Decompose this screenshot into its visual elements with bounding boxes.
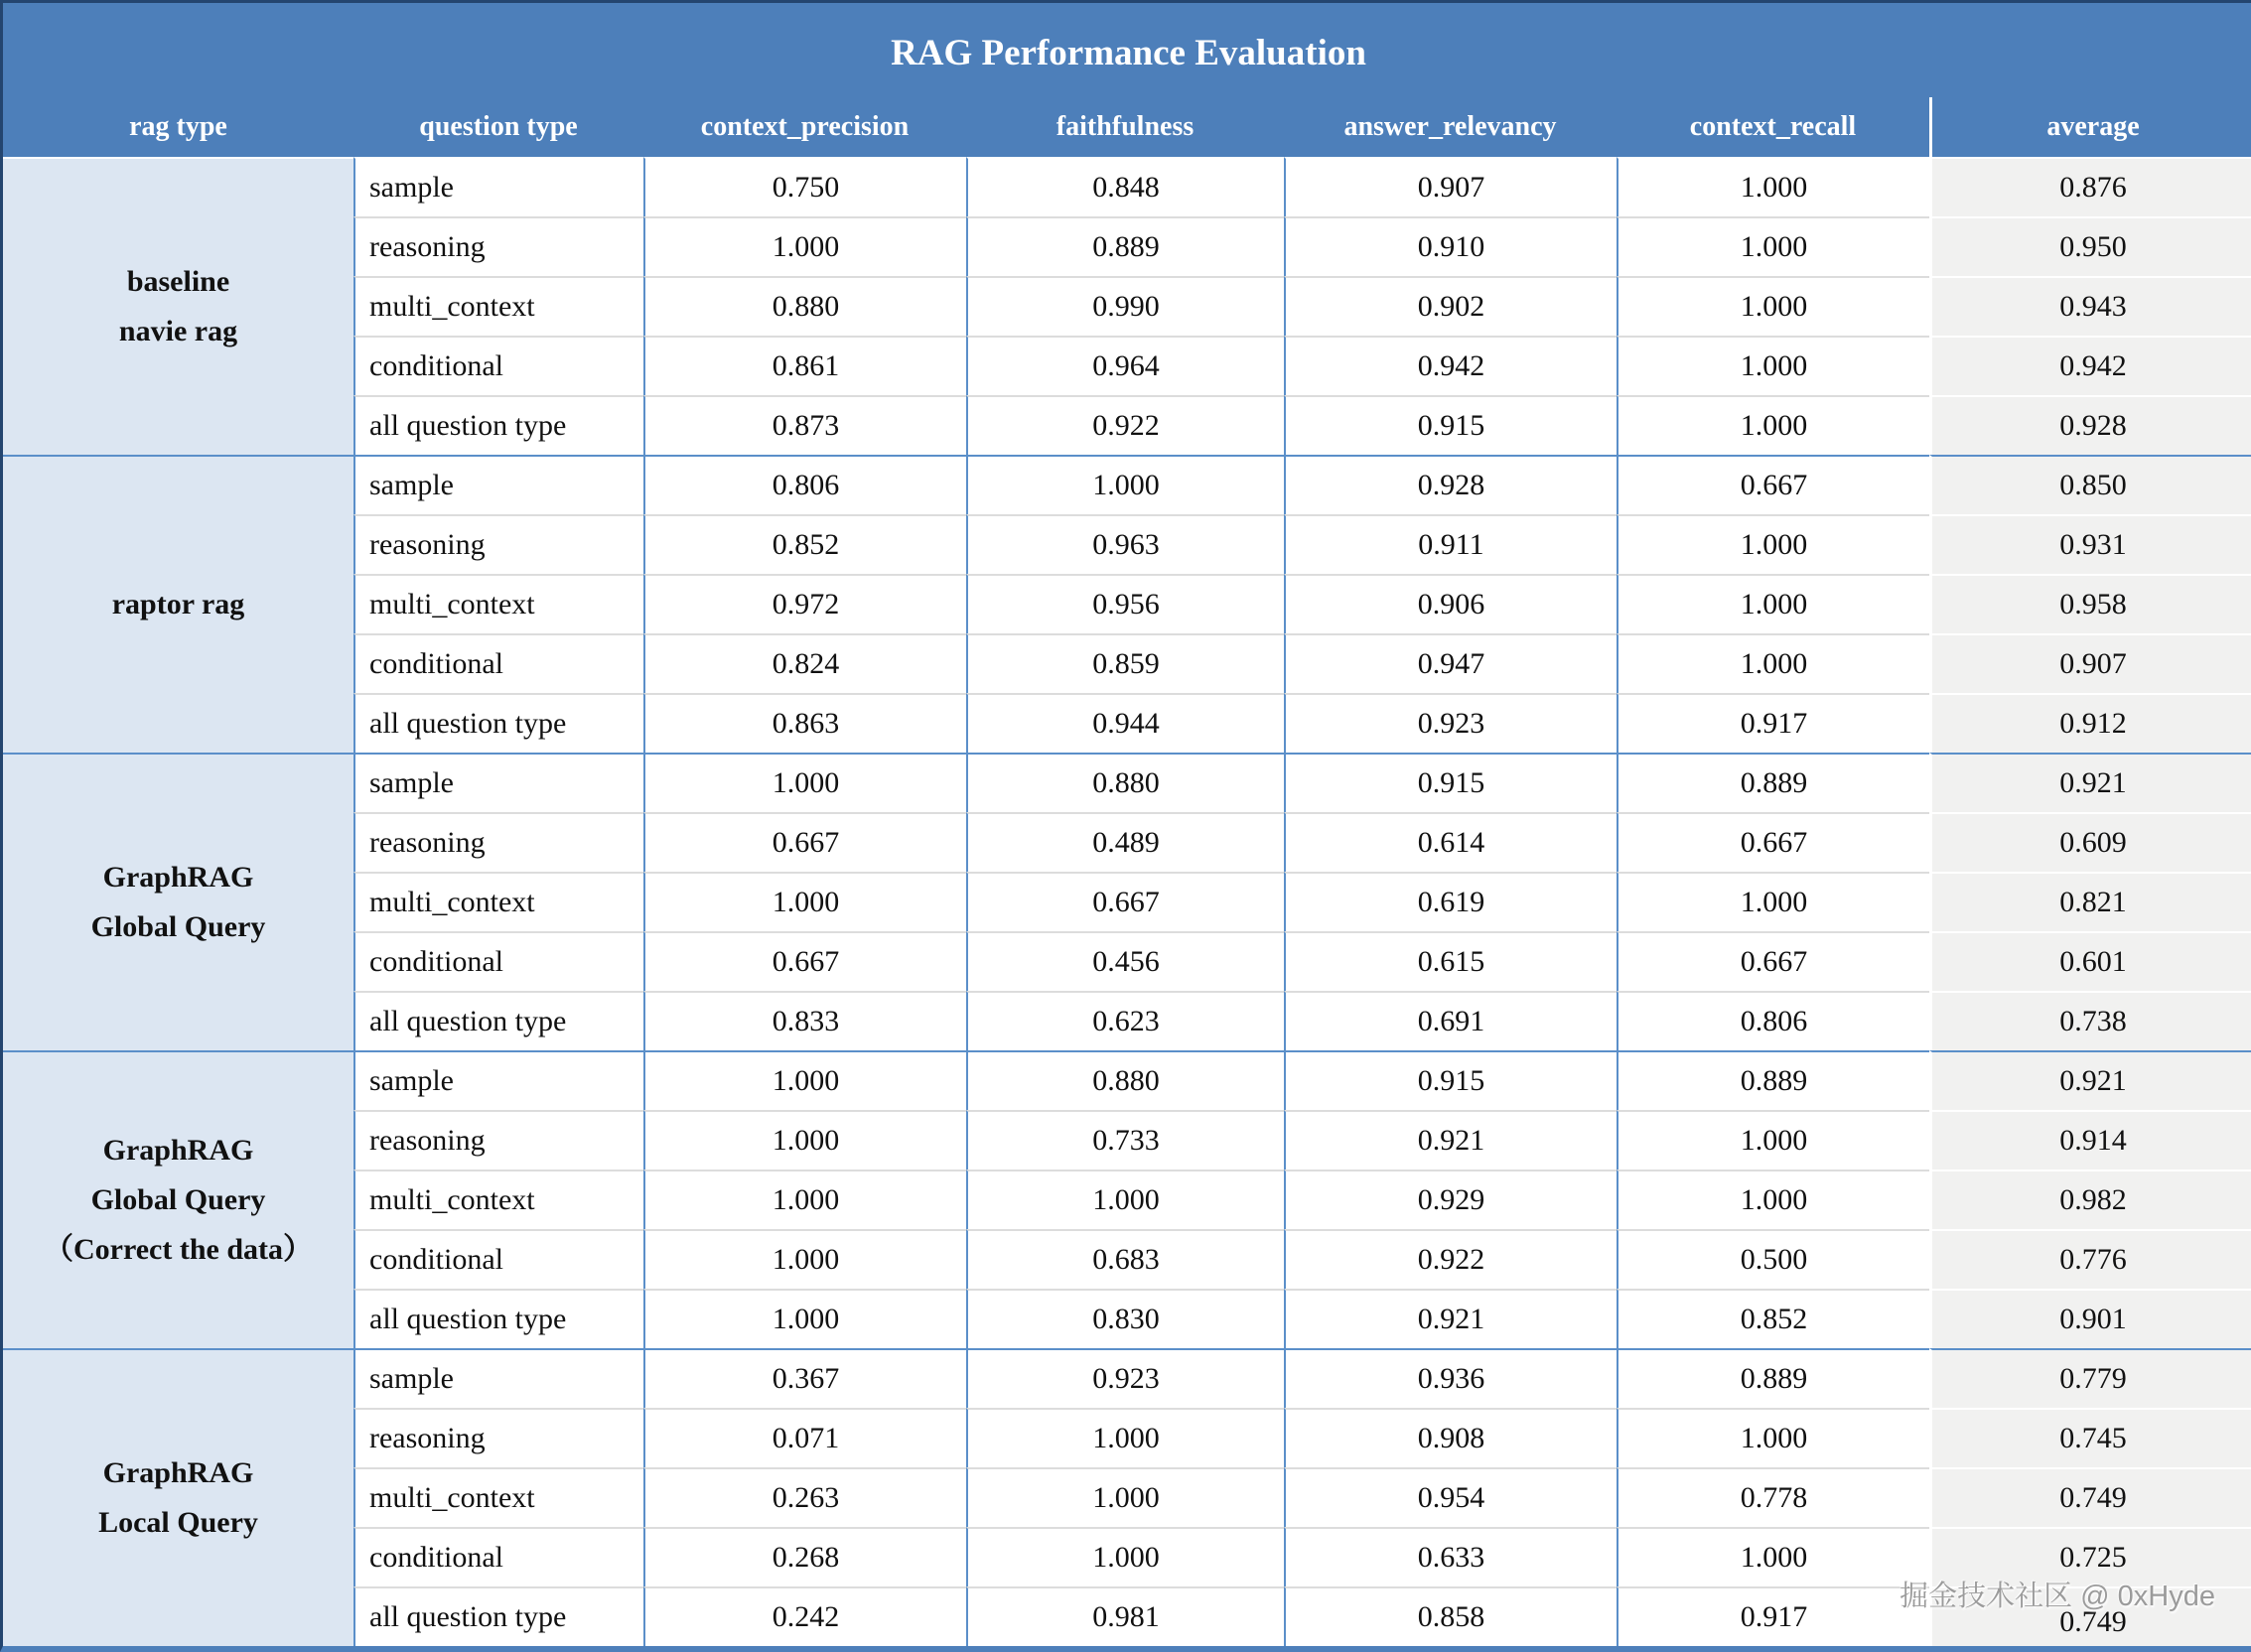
metric-cell: 0.633	[1284, 1527, 1617, 1586]
metric-cell: 0.859	[966, 633, 1284, 693]
metric-cell: 1.000	[643, 1229, 966, 1289]
average-cell: 0.738	[1929, 991, 2251, 1050]
metric-cell: 0.667	[1617, 812, 1929, 872]
metric-cell: 1.000	[643, 1170, 966, 1229]
metric-cell: 0.921	[1284, 1110, 1617, 1170]
metric-cell: 0.880	[966, 753, 1284, 812]
average-cell: 0.850	[1929, 455, 2251, 514]
metric-cell: 1.000	[643, 753, 966, 812]
metric-cell: 0.456	[966, 931, 1284, 991]
metric-cell: 0.861	[643, 336, 966, 395]
metric-cell: 0.922	[966, 395, 1284, 455]
question-type-cell: multi_context	[353, 872, 643, 931]
metric-cell: 0.489	[966, 812, 1284, 872]
metric-cell: 0.902	[1284, 276, 1617, 336]
metric-cell: 0.733	[966, 1110, 1284, 1170]
metric-cell: 0.947	[1284, 633, 1617, 693]
question-type-cell: sample	[353, 1050, 643, 1110]
metric-cell: 0.873	[643, 395, 966, 455]
rag-type-label-line: raptor rag	[111, 588, 245, 620]
average-cell: 0.950	[1929, 216, 2251, 276]
average-cell: 0.776	[1929, 1229, 2251, 1289]
metric-cell: 0.614	[1284, 812, 1617, 872]
average-cell: 0.912	[1929, 693, 2251, 753]
rag-type-cell	[3, 1348, 353, 1646]
average-cell: 0.958	[1929, 574, 2251, 633]
metric-cell: 0.806	[1617, 991, 1929, 1050]
metric-cell: 0.806	[643, 455, 966, 514]
metric-cell: 0.268	[643, 1527, 966, 1586]
metric-cell: 1.000	[643, 1050, 966, 1110]
average-cell: 0.914	[1929, 1110, 2251, 1170]
average-cell: 0.609	[1929, 812, 2251, 872]
question-type-cell: sample	[353, 157, 643, 216]
metric-cell: 1.000	[1617, 872, 1929, 931]
question-type-cell: all question type	[353, 1289, 643, 1348]
average-cell: 0.942	[1929, 336, 2251, 395]
metric-cell: 0.915	[1284, 395, 1617, 455]
metric-cell: 0.936	[1284, 1348, 1617, 1408]
metric-cell: 1.000	[643, 216, 966, 276]
metric-cell: 0.929	[1284, 1170, 1617, 1229]
column-header-question-type: question type	[353, 97, 643, 157]
metric-cell: 0.071	[643, 1408, 966, 1467]
rag-type-label-line: GraphRAG	[102, 861, 254, 894]
column-header-faithfulness: faithfulness	[966, 97, 1284, 157]
metric-cell: 0.667	[966, 872, 1284, 931]
question-type-cell: reasoning	[353, 1110, 643, 1170]
metric-cell: 0.691	[1284, 991, 1617, 1050]
question-type-cell: all question type	[353, 1586, 643, 1646]
metric-cell: 0.906	[1284, 574, 1617, 633]
page-title: RAG Performance Evaluation	[3, 3, 2251, 97]
question-type-cell: reasoning	[353, 514, 643, 574]
metric-cell: 0.500	[1617, 1229, 1929, 1289]
question-type-cell: reasoning	[353, 812, 643, 872]
metric-cell: 0.922	[1284, 1229, 1617, 1289]
metric-cell: 0.923	[966, 1348, 1284, 1408]
average-cell: 0.749	[1929, 1467, 2251, 1527]
metric-cell: 1.000	[1617, 1110, 1929, 1170]
rag-type-label-line: Local Query	[98, 1506, 258, 1539]
metric-cell: 0.830	[966, 1289, 1284, 1348]
metric-cell: 0.750	[643, 157, 966, 216]
metric-cell: 1.000	[1617, 157, 1929, 216]
rag-type-label-line: GraphRAG	[102, 1134, 254, 1167]
metric-cell: 0.923	[1284, 693, 1617, 753]
column-header-context-precision: context_precision	[643, 97, 966, 157]
metric-cell: 1.000	[1617, 1170, 1929, 1229]
metric-cell: 0.880	[643, 276, 966, 336]
average-cell: 0.821	[1929, 872, 2251, 931]
metric-cell: 0.963	[966, 514, 1284, 574]
average-cell: 0.907	[1929, 633, 2251, 693]
metric-cell: 0.889	[966, 216, 1284, 276]
rag-type-label-line: （Correct the data）	[43, 1233, 314, 1266]
metric-cell: 1.000	[1617, 1408, 1929, 1467]
metric-cell: 0.833	[643, 991, 966, 1050]
metric-cell: 0.623	[966, 991, 1284, 1050]
metric-cell: 0.615	[1284, 931, 1617, 991]
question-type-cell: conditional	[353, 1527, 643, 1586]
question-type-cell: all question type	[353, 395, 643, 455]
metric-cell: 0.972	[643, 574, 966, 633]
average-cell: 0.779	[1929, 1348, 2251, 1408]
metric-cell: 0.928	[1284, 455, 1617, 514]
question-type-cell: conditional	[353, 336, 643, 395]
metric-cell: 0.921	[1284, 1289, 1617, 1348]
metric-cell: 0.915	[1284, 1050, 1617, 1110]
metric-cell: 0.367	[643, 1348, 966, 1408]
question-type-cell: conditional	[353, 931, 643, 991]
metric-cell: 0.942	[1284, 336, 1617, 395]
metric-cell: 1.000	[643, 872, 966, 931]
average-cell: 0.921	[1929, 753, 2251, 812]
metric-cell: 0.990	[966, 276, 1284, 336]
average-cell: 0.931	[1929, 514, 2251, 574]
average-cell: 0.745	[1929, 1408, 2251, 1467]
metric-cell: 0.915	[1284, 753, 1617, 812]
average-cell: 0.928	[1929, 395, 2251, 455]
metric-cell: 0.242	[643, 1586, 966, 1646]
metric-cell: 1.000	[966, 1467, 1284, 1527]
average-cell: 0.725	[1929, 1527, 2251, 1586]
metric-cell: 0.910	[1284, 216, 1617, 276]
question-type-cell: all question type	[353, 693, 643, 753]
metric-cell: 0.263	[643, 1467, 966, 1527]
metric-cell: 1.000	[1617, 633, 1929, 693]
rag-type-label-line: Global Query	[90, 1183, 266, 1216]
metric-cell: 1.000	[966, 1408, 1284, 1467]
question-type-cell: multi_context	[353, 1170, 643, 1229]
metric-cell: 0.964	[966, 336, 1284, 395]
metric-cell: 0.667	[643, 812, 966, 872]
metric-cell: 1.000	[1617, 514, 1929, 574]
average-cell: 0.601	[1929, 931, 2251, 991]
average-cell: 0.901	[1929, 1289, 2251, 1348]
question-type-cell: multi_context	[353, 276, 643, 336]
metric-cell: 1.000	[1617, 276, 1929, 336]
metric-cell: 1.000	[1617, 574, 1929, 633]
metric-cell: 0.778	[1617, 1467, 1929, 1527]
metric-cell: 1.000	[1617, 216, 1929, 276]
question-type-cell: all question type	[353, 991, 643, 1050]
metric-cell: 0.889	[1617, 1348, 1929, 1408]
metric-cell: 0.956	[966, 574, 1284, 633]
average-cell: 0.982	[1929, 1170, 2251, 1229]
metric-cell: 0.858	[1284, 1586, 1617, 1646]
metric-cell: 0.667	[1617, 455, 1929, 514]
metric-cell: 0.667	[643, 931, 966, 991]
watermark: 掘金技术社区 @ 0xHyde	[1899, 1581, 2215, 1612]
average-cell: 0.921	[1929, 1050, 2251, 1110]
metric-cell: 0.619	[1284, 872, 1617, 931]
metric-cell: 0.908	[1284, 1408, 1617, 1467]
metric-cell: 1.000	[643, 1289, 966, 1348]
metric-cell: 0.863	[643, 693, 966, 753]
metric-cell: 0.911	[1284, 514, 1617, 574]
metric-cell: 0.917	[1617, 693, 1929, 753]
column-header-answer-relevancy: answer_relevancy	[1284, 97, 1617, 157]
question-type-cell: conditional	[353, 633, 643, 693]
rag-type-cell	[3, 455, 353, 753]
metric-cell: 1.000	[1617, 336, 1929, 395]
question-type-cell: multi_context	[353, 574, 643, 633]
rag-type-label-line: Global Query	[90, 910, 266, 943]
question-type-cell: sample	[353, 753, 643, 812]
question-type-cell: multi_context	[353, 1467, 643, 1527]
metric-cell: 0.954	[1284, 1467, 1617, 1527]
metric-cell: 1.000	[966, 1170, 1284, 1229]
metric-cell: 0.889	[1617, 753, 1929, 812]
metric-cell: 0.944	[966, 693, 1284, 753]
question-type-cell: reasoning	[353, 1408, 643, 1467]
metric-cell: 0.852	[643, 514, 966, 574]
column-header-average: average	[1929, 97, 2251, 157]
question-type-cell: conditional	[353, 1229, 643, 1289]
metric-cell: 0.824	[643, 633, 966, 693]
average-cell: 0.876	[1929, 157, 2251, 216]
rag-type-cell	[3, 157, 353, 455]
metric-cell: 0.683	[966, 1229, 1284, 1289]
column-header-context-recall: context_recall	[1617, 97, 1929, 157]
metric-cell: 0.917	[1617, 1586, 1929, 1646]
metric-cell: 0.907	[1284, 157, 1617, 216]
question-type-cell: sample	[353, 455, 643, 514]
average-cell: 0.749	[1929, 1586, 2251, 1646]
metric-cell: 0.981	[966, 1586, 1284, 1646]
metric-cell: 1.000	[966, 1527, 1284, 1586]
metric-cell: 1.000	[1617, 1527, 1929, 1586]
metric-cell: 0.889	[1617, 1050, 1929, 1110]
average-cell: 0.943	[1929, 276, 2251, 336]
metric-cell: 1.000	[643, 1110, 966, 1170]
question-type-cell: reasoning	[353, 216, 643, 276]
rag-type-cell	[3, 1050, 353, 1348]
rag-type-label-line: navie rag	[118, 315, 238, 347]
metric-cell: 1.000	[966, 455, 1284, 514]
question-type-cell: sample	[353, 1348, 643, 1408]
metric-cell: 0.880	[966, 1050, 1284, 1110]
rag-type-label-line: baseline	[126, 265, 230, 298]
metric-cell: 0.852	[1617, 1289, 1929, 1348]
metric-cell: 1.000	[1617, 395, 1929, 455]
metric-cell: 0.667	[1617, 931, 1929, 991]
table-grid	[3, 3, 2251, 1646]
rag-type-cell	[3, 753, 353, 1050]
metric-cell: 0.848	[966, 157, 1284, 216]
rag-type-label-line: GraphRAG	[102, 1456, 254, 1489]
column-header-rag-type: rag type	[3, 97, 353, 157]
